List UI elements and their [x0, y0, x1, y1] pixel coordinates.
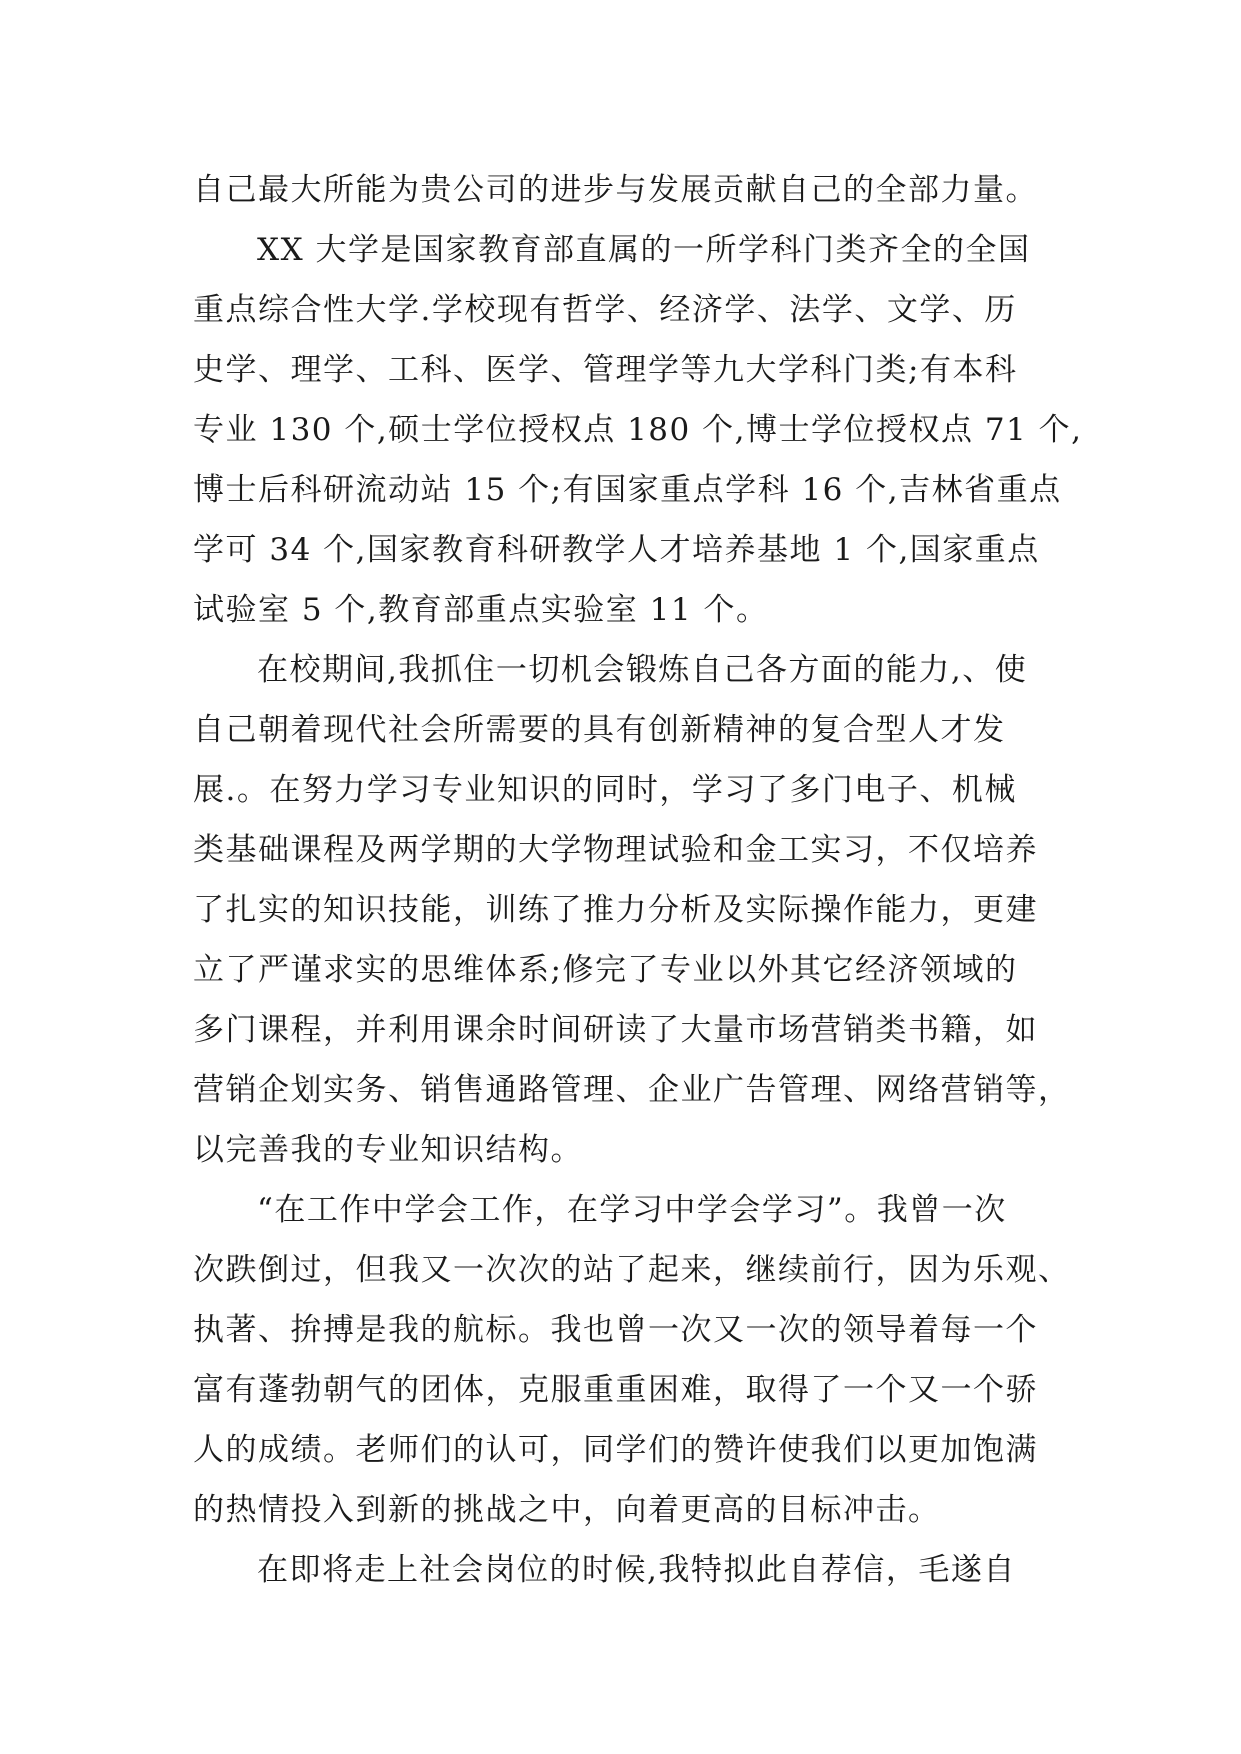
text-line: 类基础课程及两学期的大学物理试验和金工实习，不仅培养: [193, 832, 1038, 868]
text-line: 在即将走上社会岗位的时候,我特拟此自荐信，毛遂自: [257, 1552, 1016, 1588]
text-line: 试验室 5 个,教育部重点实验室 11 个。: [193, 592, 769, 628]
text-line: 营销企划实务、销售通路管理、企业广告管理、网络营销等，: [193, 1072, 1071, 1108]
text-line: 的热情投入到新的挑战之中，向着更高的目标冲击。: [193, 1492, 941, 1528]
text-line: 学可 34 个,国家教育科研教学人才培养基地 1 个,国家重点: [193, 532, 1040, 568]
text-line: 多门课程，并利用课余时间研读了大量市场营销类书籍，如: [193, 1012, 1038, 1048]
text-line: XX 大学是国家教育部直属的一所学科门类齐全的全国: [257, 232, 1031, 268]
text-line: 博士后科研流动站 15 个;有国家重点学科 16 个,吉林省重点: [193, 472, 1062, 508]
text-line: 人的成绩。老师们的认可，同学们的赞许使我们以更加饱满: [193, 1432, 1038, 1468]
text-line: 展.。在努力学习专业知识的同时，学习了多门电子、机械: [193, 772, 1017, 808]
text-line: 了扎实的知识技能，训练了推力分析及实际操作能力，更建: [193, 892, 1038, 928]
text-line: 立了严谨求实的思维体系;修完了专业以外其它经济领域的: [193, 952, 1018, 988]
letter-body: [193, 160, 1083, 1600]
text-line: 史学、理学、工科、医学、管理学等九大学科门类;有本科: [193, 352, 1018, 388]
text-line: 专业 130 个,硕士学位授权点 180 个,博士学位授权点 71 个,: [193, 412, 1083, 448]
text-line: 富有蓬勃朝气的团体，克服重重困难，取得了一个又一个骄: [193, 1372, 1038, 1408]
text-line: 重点综合性大学.学校现有哲学、经济学、法学、文学、历: [193, 292, 1017, 328]
text-line: 以完善我的专业知识结构。: [193, 1132, 583, 1168]
text-line: 自己最大所能为贵公司的进步与发展贡献自己的全部力量。: [193, 172, 1038, 208]
text-line: 在校期间,我抓住一切机会锻炼自己各方面的能力,、使: [257, 652, 1028, 688]
text-line: 执著、拚搏是我的航标。我也曾一次又一次的领导着每一个: [193, 1312, 1038, 1348]
text-line: “在工作中学会工作，在学习中学会学习”。我曾一次: [257, 1192, 1007, 1228]
text-line: 自己朝着现代社会所需要的具有创新精神的复合型人才发: [193, 712, 1006, 748]
text-line: 次跌倒过，但我又一次次的站了起来，继续前行，因为乐观、: [193, 1252, 1071, 1288]
